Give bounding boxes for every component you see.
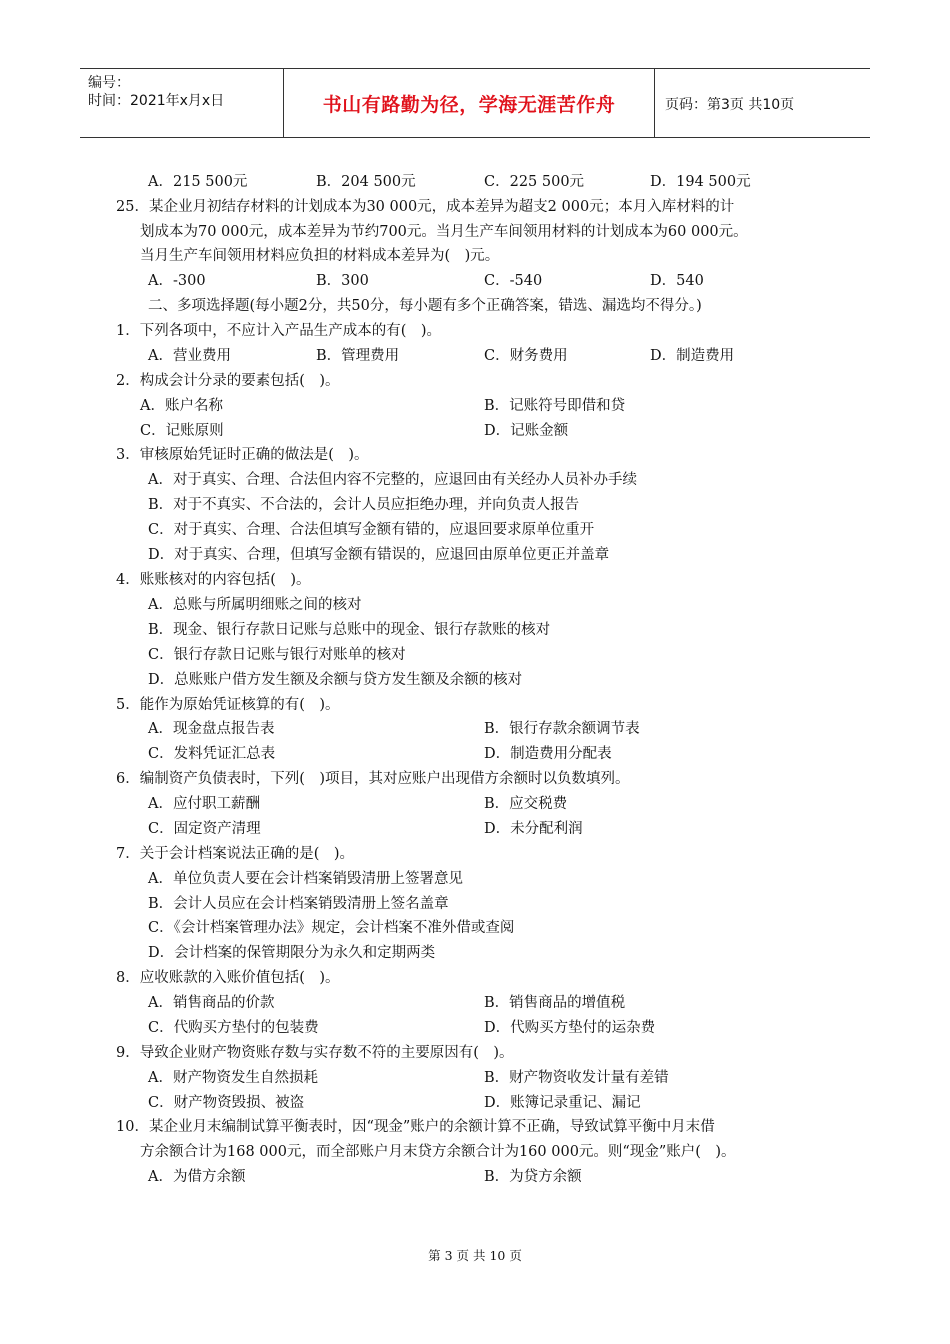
option: A．总账与所属明细账之间的核对 [148, 597, 362, 613]
header-page-label: 页码：第3页 共10页 [665, 97, 795, 113]
option: B．对于不真实、不合法的，会计人员应拒绝办理，并向负责人报告 [148, 497, 580, 513]
header-motto-cell [284, 69, 655, 137]
question-text: 4．账账核对的内容包括( )。 [116, 572, 311, 588]
option: A．销售商品的价款 [148, 995, 275, 1011]
option: B．应交税费 [484, 796, 568, 812]
option: A．215 500元 [148, 174, 248, 190]
option: A．应付职工薪酬 [148, 796, 260, 812]
question-text: 9．导致企业财产物资账存数与实存数不符的主要原因有( )。 [116, 1045, 514, 1061]
option: A．-300 [148, 273, 206, 289]
option: D．总账账户借方发生额及余额与贷方发生额及余额的核对 [148, 672, 523, 688]
option: C．银行存款日记账与银行对账单的核对 [148, 647, 406, 663]
option: A．现金盘点报告表 [148, 721, 275, 737]
option: D．制造费用 [650, 348, 735, 364]
option: C．《会计档案管理办法》规定，会计档案不准外借或查阅 [148, 920, 515, 936]
option: D．制造费用分配表 [484, 746, 612, 762]
option: D．194 500元 [650, 174, 751, 190]
question-text: 方余额合计为168 000元，而全部账户月末贷方余额合计为160 000元。则“现金”账户( )。 [140, 1144, 736, 1160]
option: A．财产物资发生自然损耗 [148, 1070, 318, 1086]
option: A．营业费用 [148, 348, 231, 364]
option: C．发料凭证汇总表 [148, 746, 276, 762]
option: C．财务费用 [484, 348, 568, 364]
question-text: 6．编制资产负债表时，下列( )项目，其对应账户出现借方余额时以负数填列。 [116, 771, 630, 787]
document-date-label: 时间：2021年x月x日 [88, 93, 225, 109]
option: C．对于真实、合理、合法但填写金额有错的，应退回要求原单位重开 [148, 522, 595, 538]
question-text: 1．下列各项中，不应计入产品生产成本的有( )。 [116, 323, 442, 339]
option: B．300 [316, 273, 369, 289]
option: A．单位负责人要在会计档案销毁清册上签署意见 [148, 871, 463, 887]
section-title: 二、多项选择题(每小题2分，共50分，每小题有多个正确答案，错选、漏选均不得分。) [148, 298, 702, 314]
option: D．账簿记录重记、漏记 [484, 1095, 641, 1111]
option: B．会计人员应在会计档案销毁清册上签名盖章 [148, 896, 449, 912]
option: D．记账金额 [484, 423, 569, 439]
question-text: 7．关于会计档案说法正确的是( )。 [116, 846, 355, 862]
option: A．为借方余额 [148, 1169, 246, 1185]
option: B．管理费用 [316, 348, 400, 364]
option: B．记账符号即借和贷 [484, 398, 626, 414]
document-number-label: 编号： [88, 75, 130, 91]
question-text: 5．能作为原始凭证核算的有( )。 [116, 697, 340, 713]
option: D．会计档案的保管期限分为永久和定期两类 [148, 945, 436, 961]
question-text: 3．审核原始凭证时正确的做法是( )。 [116, 447, 369, 463]
option: C．记账原则 [140, 423, 224, 439]
option: C．-540 [484, 273, 543, 289]
header-motto: 书山有路勤为径，学海无涯苦作舟 [322, 94, 616, 116]
option: D．代购买方垫付的运杂费 [484, 1020, 656, 1036]
option: B．财产物资收发计量有差错 [484, 1070, 669, 1086]
question-text: 当月生产车间领用材料应负担的材料成本差异为( )元。 [140, 248, 500, 264]
page-footer: 第 3 页 共 10 页 [428, 1248, 522, 1263]
question-text: 10．某企业月末编制试算平衡表时，因“现金”账户的余额计算不正确，导致试算平衡中月末借 [116, 1119, 715, 1135]
option: B．204 500元 [316, 174, 416, 190]
option: C．代购买方垫付的包装费 [148, 1020, 319, 1036]
page-header [80, 68, 870, 138]
option: D．对于真实、合理，但填写金额有错误的，应退回由原单位更正并盖章 [148, 547, 610, 563]
option: B．银行存款余额调节表 [484, 721, 640, 737]
header-meta [80, 69, 284, 137]
option: B．为贷方余额 [484, 1169, 582, 1185]
header-page-cell [655, 69, 870, 137]
option: A．账户名称 [140, 398, 223, 414]
option: B．现金、银行存款日记账与总账中的现金、银行存款账的核对 [148, 622, 551, 638]
option: B．销售商品的增值税 [484, 995, 626, 1011]
question-text: 8．应收账款的入账价值包括( )。 [116, 970, 340, 986]
question-text: 2．构成会计分录的要素包括( )。 [116, 373, 340, 389]
question-text: 25．某企业月初结存材料的计划成本为30 000元，成本差异为超支2 000元；本月入库材料的计 [116, 199, 735, 215]
option: A．对于真实、合理、合法但内容不完整的，应退回由有关经办人员补办手续 [148, 472, 637, 488]
question-text: 划成本为70 000元，成本差异为节约700元。当月生产车间领用材料的计划成本为60 000元。 [140, 224, 748, 240]
option: C．财产物资毁损、被盗 [148, 1095, 305, 1111]
option: D．未分配利润 [484, 821, 583, 837]
option: C．225 500元 [484, 174, 585, 190]
option: C．固定资产清理 [148, 821, 261, 837]
option: D．540 [650, 273, 704, 289]
